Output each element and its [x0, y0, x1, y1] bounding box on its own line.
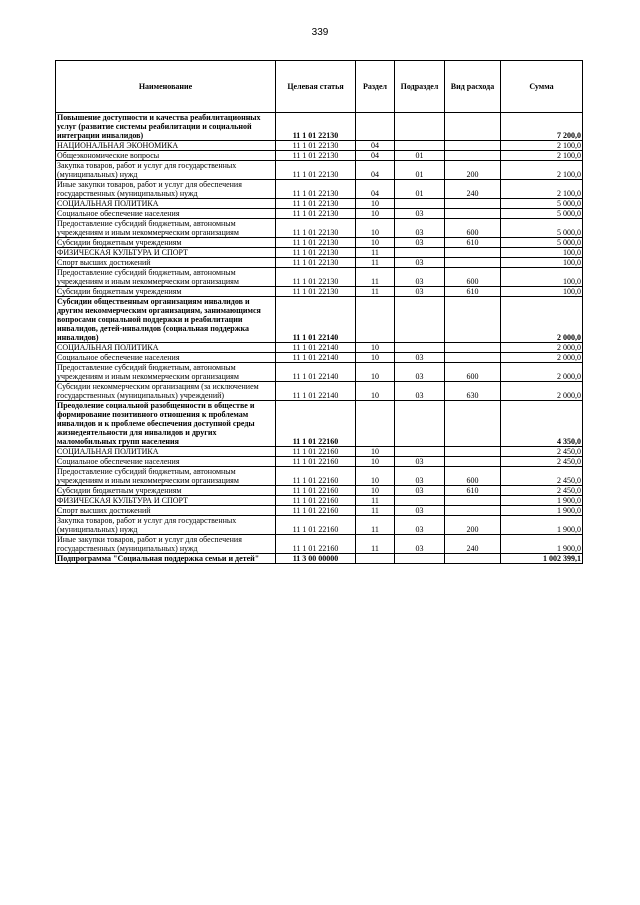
cell-amount: 2 450,0: [501, 447, 583, 457]
cell-name: Субсидии общественным организациям инвалидов и другим некоммерческим организациям, занимающимся вопросами социальной поддержки и реабилитации инвалидов, детей-инвалидов (социальная поддержка инвалидов): [56, 297, 276, 343]
cell-section: 11: [356, 287, 395, 297]
budget-table: [55, 60, 583, 564]
cell-name: ФИЗИЧЕСКАЯ КУЛЬТУРА И СПОРТ: [56, 248, 276, 258]
cell-subsection: 03: [395, 219, 445, 238]
cell-amount: 2 450,0: [501, 486, 583, 496]
cell-amount: 2 450,0: [501, 467, 583, 486]
table-body: [56, 113, 583, 564]
cell-target: 11 1 01 22140: [276, 297, 356, 343]
cell-target: 11 1 01 22160: [276, 401, 356, 447]
cell-subsection: 03: [395, 363, 445, 382]
cell-amount: 100,0: [501, 287, 583, 297]
cell-section: 10: [356, 363, 395, 382]
cell-name: Предоставление субсидий бюджетным, автономным учреждениям и иным некоммерческим организациям: [56, 467, 276, 486]
cell-expense-type: [445, 343, 501, 353]
table-row: [56, 297, 583, 343]
table-row: [56, 141, 583, 151]
cell-name: Преодоление социальной разобщенности в обществе и формирование позитивного отношения к проблемам инвалидов и к проблеме обеспечения доступной среды жизнедеятельности для инвалидов и других маломобильных групп населения: [56, 401, 276, 447]
cell-name: Иные закупки товаров, работ и услуг для обеспечения государственных (муниципальных) нужд: [56, 180, 276, 199]
cell-subsection: [395, 447, 445, 457]
table-row: [56, 287, 583, 297]
cell-section: 10: [356, 209, 395, 219]
cell-section: 10: [356, 353, 395, 363]
cell-expense-type: [445, 401, 501, 447]
cell-name: Спорт высших достижений: [56, 506, 276, 516]
table-row: [56, 353, 583, 363]
cell-name: НАЦИОНАЛЬНАЯ ЭКОНОМИКА: [56, 141, 276, 151]
cell-target: 11 1 01 22130: [276, 287, 356, 297]
cell-amount: 5 000,0: [501, 199, 583, 209]
cell-expense-type: 240: [445, 535, 501, 554]
cell-subsection: 03: [395, 467, 445, 486]
cell-amount: 1 900,0: [501, 506, 583, 516]
cell-name: Иные закупки товаров, работ и услуг для обеспечения государственных (муниципальных) нужд: [56, 535, 276, 554]
table-row: [56, 248, 583, 258]
cell-name: Субсидии бюджетным учреждениям: [56, 238, 276, 248]
cell-section: 04: [356, 161, 395, 180]
cell-amount: 2 450,0: [501, 457, 583, 467]
cell-target: 11 1 01 22130: [276, 248, 356, 258]
cell-expense-type: [445, 353, 501, 363]
cell-amount: 2 100,0: [501, 141, 583, 151]
cell-section: 04: [356, 141, 395, 151]
cell-subsection: [395, 248, 445, 258]
cell-section: [356, 297, 395, 343]
cell-amount: 2 100,0: [501, 161, 583, 180]
cell-subsection: [395, 113, 445, 141]
cell-subsection: 01: [395, 161, 445, 180]
cell-target: 11 1 01 22130: [276, 219, 356, 238]
cell-amount: 100,0: [501, 258, 583, 268]
header-subsection: Подраздел: [395, 61, 445, 113]
cell-subsection: 03: [395, 258, 445, 268]
cell-subsection: 03: [395, 457, 445, 467]
table-row: [56, 219, 583, 238]
cell-expense-type: 200: [445, 161, 501, 180]
cell-target: 11 1 01 22160: [276, 467, 356, 486]
table-row: [56, 506, 583, 516]
cell-section: 11: [356, 248, 395, 258]
cell-expense-type: [445, 141, 501, 151]
table-row: [56, 554, 583, 564]
cell-amount: 2 000,0: [501, 363, 583, 382]
table-row: [56, 535, 583, 554]
cell-amount: 100,0: [501, 248, 583, 258]
cell-section: 04: [356, 151, 395, 161]
table-row: [56, 199, 583, 209]
header-amount: Сумма: [501, 61, 583, 113]
table-row: [56, 113, 583, 141]
cell-name: СОЦИАЛЬНАЯ ПОЛИТИКА: [56, 343, 276, 353]
cell-subsection: 03: [395, 516, 445, 535]
cell-expense-type: [445, 258, 501, 268]
cell-amount: 1 900,0: [501, 516, 583, 535]
table-row: [56, 467, 583, 486]
cell-target: 11 1 01 22130: [276, 209, 356, 219]
cell-subsection: [395, 297, 445, 343]
cell-subsection: [395, 496, 445, 506]
cell-subsection: 03: [395, 382, 445, 401]
table-row: [56, 516, 583, 535]
table-row: [56, 238, 583, 248]
cell-expense-type: 240: [445, 180, 501, 199]
cell-amount: 1 900,0: [501, 496, 583, 506]
cell-subsection: 03: [395, 535, 445, 554]
cell-target: 11 1 01 22140: [276, 353, 356, 363]
cell-amount: 5 000,0: [501, 209, 583, 219]
cell-expense-type: 600: [445, 268, 501, 287]
table-row: [56, 382, 583, 401]
cell-subsection: [395, 554, 445, 564]
cell-amount: 7 200,0: [501, 113, 583, 141]
cell-expense-type: 610: [445, 486, 501, 496]
cell-subsection: [395, 401, 445, 447]
cell-target: 11 1 01 22160: [276, 447, 356, 457]
cell-amount: 2 100,0: [501, 180, 583, 199]
cell-amount: 2 000,0: [501, 343, 583, 353]
cell-amount: 2 000,0: [501, 297, 583, 343]
cell-name: Предоставление субсидий бюджетным, автономным учреждениям и иным некоммерческим организациям: [56, 219, 276, 238]
cell-expense-type: [445, 113, 501, 141]
cell-name: Социальное обеспечение населения: [56, 353, 276, 363]
cell-subsection: [395, 199, 445, 209]
cell-section: [356, 113, 395, 141]
cell-target: 11 1 01 22160: [276, 516, 356, 535]
cell-target: 11 3 00 00000: [276, 554, 356, 564]
table-row: [56, 258, 583, 268]
cell-section: 10: [356, 457, 395, 467]
cell-section: 10: [356, 343, 395, 353]
cell-section: 10: [356, 382, 395, 401]
cell-target: 11 1 01 22130: [276, 258, 356, 268]
cell-target: 11 1 01 22130: [276, 268, 356, 287]
cell-subsection: 01: [395, 151, 445, 161]
cell-section: 11: [356, 516, 395, 535]
cell-target: 11 1 01 22140: [276, 382, 356, 401]
cell-expense-type: [445, 457, 501, 467]
cell-section: 04: [356, 180, 395, 199]
cell-section: 11: [356, 506, 395, 516]
cell-name: Социальное обеспечение населения: [56, 457, 276, 467]
cell-expense-type: [445, 199, 501, 209]
cell-name: Субсидии бюджетным учреждениям: [56, 486, 276, 496]
table-row: [56, 161, 583, 180]
cell-subsection: [395, 141, 445, 151]
cell-name: ФИЗИЧЕСКАЯ КУЛЬТУРА И СПОРТ: [56, 496, 276, 506]
table-row: [56, 486, 583, 496]
cell-target: 11 1 01 22130: [276, 161, 356, 180]
cell-name: Социальное обеспечение населения: [56, 209, 276, 219]
cell-name: Спорт высших достижений: [56, 258, 276, 268]
cell-section: 10: [356, 447, 395, 457]
header-section: Раздел: [356, 61, 395, 113]
cell-target: 11 1 01 22160: [276, 457, 356, 467]
table-header-row: [56, 61, 583, 113]
cell-section: [356, 401, 395, 447]
cell-amount: 2 100,0: [501, 151, 583, 161]
cell-expense-type: 600: [445, 467, 501, 486]
cell-subsection: 03: [395, 486, 445, 496]
cell-subsection: [395, 343, 445, 353]
cell-name: СОЦИАЛЬНАЯ ПОЛИТИКА: [56, 199, 276, 209]
cell-expense-type: [445, 151, 501, 161]
cell-expense-type: [445, 554, 501, 564]
cell-section: 11: [356, 496, 395, 506]
cell-expense-type: 610: [445, 287, 501, 297]
cell-expense-type: 600: [445, 363, 501, 382]
cell-target: 11 1 01 22160: [276, 496, 356, 506]
cell-section: [356, 554, 395, 564]
cell-target: 11 1 01 22130: [276, 113, 356, 141]
cell-name: Подпрограмма "Социальная поддержка семьи и детей": [56, 554, 276, 564]
cell-target: 11 1 01 22130: [276, 199, 356, 209]
table-row: [56, 343, 583, 353]
cell-subsection: 03: [395, 506, 445, 516]
table-row: [56, 401, 583, 447]
cell-subsection: 03: [395, 268, 445, 287]
cell-name: Общеэкономические вопросы: [56, 151, 276, 161]
cell-section: 11: [356, 535, 395, 554]
cell-name: Субсидии бюджетным учреждениям: [56, 287, 276, 297]
cell-expense-type: 630: [445, 382, 501, 401]
cell-subsection: 01: [395, 180, 445, 199]
cell-name: Предоставление субсидий бюджетным, автономным учреждениям и иным некоммерческим организациям: [56, 268, 276, 287]
cell-amount: 100,0: [501, 268, 583, 287]
cell-amount: 1 002 399,1: [501, 554, 583, 564]
table-row: [56, 496, 583, 506]
cell-expense-type: 600: [445, 219, 501, 238]
cell-amount: 5 000,0: [501, 238, 583, 248]
cell-expense-type: [445, 506, 501, 516]
cell-target: 11 1 01 22140: [276, 343, 356, 353]
table-row: [56, 268, 583, 287]
cell-amount: 1 900,0: [501, 535, 583, 554]
cell-name: Повышение доступности и качества реабилитационных услуг (развитие системы реабилитации и социальной интеграции инвалидов): [56, 113, 276, 141]
cell-expense-type: [445, 496, 501, 506]
cell-subsection: 03: [395, 238, 445, 248]
cell-section: 11: [356, 258, 395, 268]
cell-name: Предоставление субсидий бюджетным, автономным учреждениям и иным некоммерческим организациям: [56, 363, 276, 382]
cell-target: 11 1 01 22130: [276, 141, 356, 151]
cell-target: 11 1 01 22140: [276, 363, 356, 382]
cell-subsection: 03: [395, 209, 445, 219]
table-row: [56, 363, 583, 382]
table-row: [56, 457, 583, 467]
cell-amount: 2 000,0: [501, 382, 583, 401]
cell-name: Субсидии некоммерческим организациям (за исключением государственных (муниципальных) учреждений): [56, 382, 276, 401]
cell-section: 10: [356, 238, 395, 248]
cell-section: 10: [356, 486, 395, 496]
header-target: Целевая статья: [276, 61, 356, 113]
header-expense-type: Вид расхода: [445, 61, 501, 113]
cell-amount: 2 000,0: [501, 353, 583, 363]
cell-section: 10: [356, 219, 395, 238]
table-row: [56, 151, 583, 161]
cell-expense-type: [445, 209, 501, 219]
cell-target: 11 1 01 22130: [276, 238, 356, 248]
cell-name: Закупка товаров, работ и услуг для государственных (муниципальных) нужд: [56, 161, 276, 180]
cell-subsection: 03: [395, 287, 445, 297]
cell-amount: 5 000,0: [501, 219, 583, 238]
cell-target: 11 1 01 22130: [276, 151, 356, 161]
cell-name: Закупка товаров, работ и услуг для государственных (муниципальных) нужд: [56, 516, 276, 535]
cell-expense-type: 610: [445, 238, 501, 248]
cell-expense-type: [445, 447, 501, 457]
cell-target: 11 1 01 22160: [276, 506, 356, 516]
cell-name: СОЦИАЛЬНАЯ ПОЛИТИКА: [56, 447, 276, 457]
table-row: [56, 447, 583, 457]
cell-amount: 4 350,0: [501, 401, 583, 447]
table-row: [56, 180, 583, 199]
cell-target: 11 1 01 22160: [276, 535, 356, 554]
table-row: [56, 209, 583, 219]
cell-subsection: 03: [395, 353, 445, 363]
cell-expense-type: [445, 297, 501, 343]
cell-expense-type: [445, 248, 501, 258]
cell-target: 11 1 01 22160: [276, 486, 356, 496]
cell-section: 10: [356, 467, 395, 486]
cell-target: 11 1 01 22130: [276, 180, 356, 199]
cell-expense-type: 200: [445, 516, 501, 535]
header-name: Наименование: [56, 61, 276, 113]
page-number: 339: [311, 27, 329, 38]
cell-section: 10: [356, 199, 395, 209]
cell-section: 11: [356, 268, 395, 287]
